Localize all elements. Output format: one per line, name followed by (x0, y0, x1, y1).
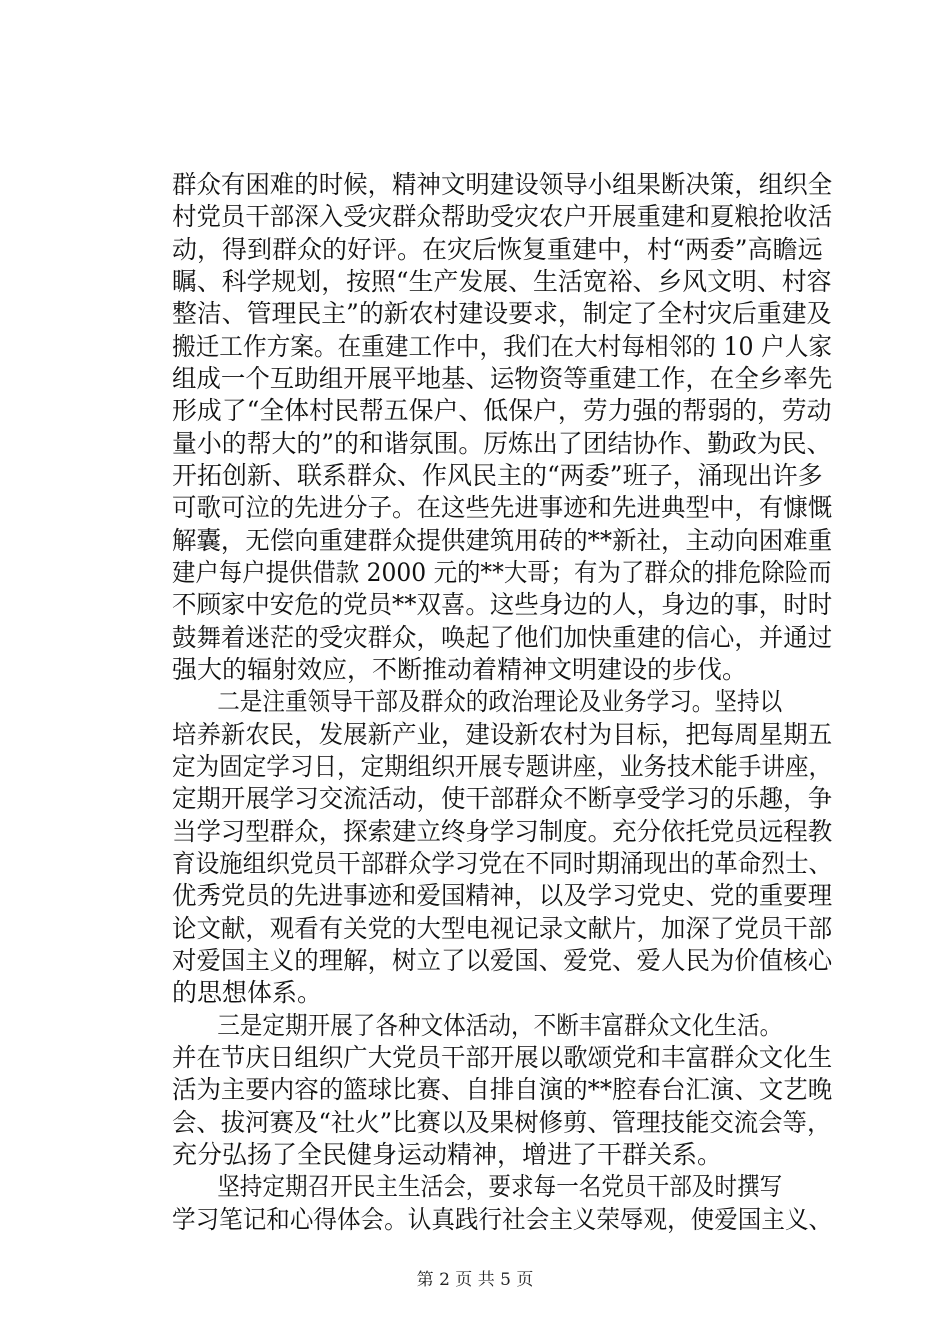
text-line: 动，得到群众的好评。在灾后恢复重建中，村“两委”高瞻远 (172, 234, 823, 264)
text-line: 量小的帮大的”的和谐氛围。厉炼出了团结协作、勤政为民、 (172, 428, 832, 458)
paragraph-first-line: 二是注重领导干部及群众的政治理论及业务学习。坚持以 (217, 687, 783, 717)
text-line: 强大的辐射效应，不断推动着精神文明建设的步伐。 (172, 655, 748, 684)
text-line: 会、拔河赛及“社火”比赛以及果树修剪、管理技能交流会等， (172, 1107, 832, 1137)
paragraph-first-line: 坚持定期召开民主生活会，要求每一名党员干部及时撰写 (217, 1172, 783, 1202)
text-line: 建户每户提供借款 2000 元的**大哥；有为了群众的排危除险而 (172, 558, 832, 587)
page-number-footer: 第 2 页 共 5 页 (416, 1270, 534, 1290)
text-line: 的思想体系。 (172, 978, 323, 1008)
text-line: 学习笔记和心得体会。认真践行社会主义荣辱观，使爱国主义、 (172, 1204, 833, 1234)
text-line: 形成了“全体村民帮五保户、低保户，劳力强的帮弱的，劳动 (172, 396, 832, 426)
text-line: 瞩、科学规划，按照“生产发展、生活宽裕、乡风文明、村容 (172, 267, 832, 296)
text-line: 育设施组织党员干部群众学习党在不同时期涌现出的革命烈士、 (172, 849, 833, 878)
text-line: 并在节庆日组织广大党员干部开展以歌颂党和丰富群众文化生 (172, 1043, 833, 1072)
text-line: 整洁、管理民主”的新农村建设要求，制定了全村灾后重建及 (172, 299, 832, 329)
paragraph-first-line: 三是定期开展了各种文体活动，不断丰富群众文化生活。 (217, 1010, 783, 1040)
text-line: 活为主要内容的篮球比赛、自排自演的**腔春台汇演、文艺晚 (172, 1075, 833, 1105)
text-line: 解囊，无偿向重建群众提供建筑用砖的**新社，主动向困难重 (172, 525, 833, 555)
text-line: 搬迁工作方案。在重建工作中，我们在大村每相邻的 10 户人家 (172, 331, 833, 361)
text-line: 优秀党员的先进事迹和爱国精神，以及学习党史、党的重要理 (172, 881, 833, 911)
text-line: 定期开展学习交流活动，使干部群众不断享受学习的乐趣，争 (172, 784, 833, 814)
text-line: 群众有困难的时候，精神文明建设领导小组果断决策，组织全 (172, 170, 833, 199)
text-line: 开拓创新、联系群众、作风民主的“两委”班子，涌现出许多 (172, 461, 823, 490)
text-line: 充分弘扬了全民健身运动精神，增进了干群关系。 (172, 1140, 723, 1169)
text-line: 当学习型群众，探索建立终身学习制度。充分依托党员远程教 (172, 816, 833, 846)
text-line: 村党员干部深入受灾群众帮助受灾农户开展重建和夏粮抢收活 (172, 202, 833, 232)
text-line: 不顾家中安危的党员**双喜。这些身边的人，身边的事，时时 (172, 590, 833, 620)
text-line: 组成一个互助组开展平地基、运物资等重建工作，在全乡率先 (172, 364, 833, 393)
text-line: 对爱国主义的理解，树立了以爱国、爱党、爱人民为价值核心 (172, 946, 833, 975)
text-line: 论文献，观看有关党的大型电视记录文献片，加深了党员干部 (172, 913, 833, 943)
text-line: 培养新农民，发展新产业，建设新农村为目标，把每周星期五 (172, 719, 833, 749)
text-line: 可歌可泣的先进分子。在这些先进事迹和先进典型中，有慷慨 (172, 493, 833, 523)
text-line: 定为固定学习日，定期组织开展专题讲座，业务技术能手讲座， (172, 752, 833, 781)
text-line: 鼓舞着迷茫的受灾群众，唤起了他们加快重建的信心，并通过 (172, 622, 833, 652)
